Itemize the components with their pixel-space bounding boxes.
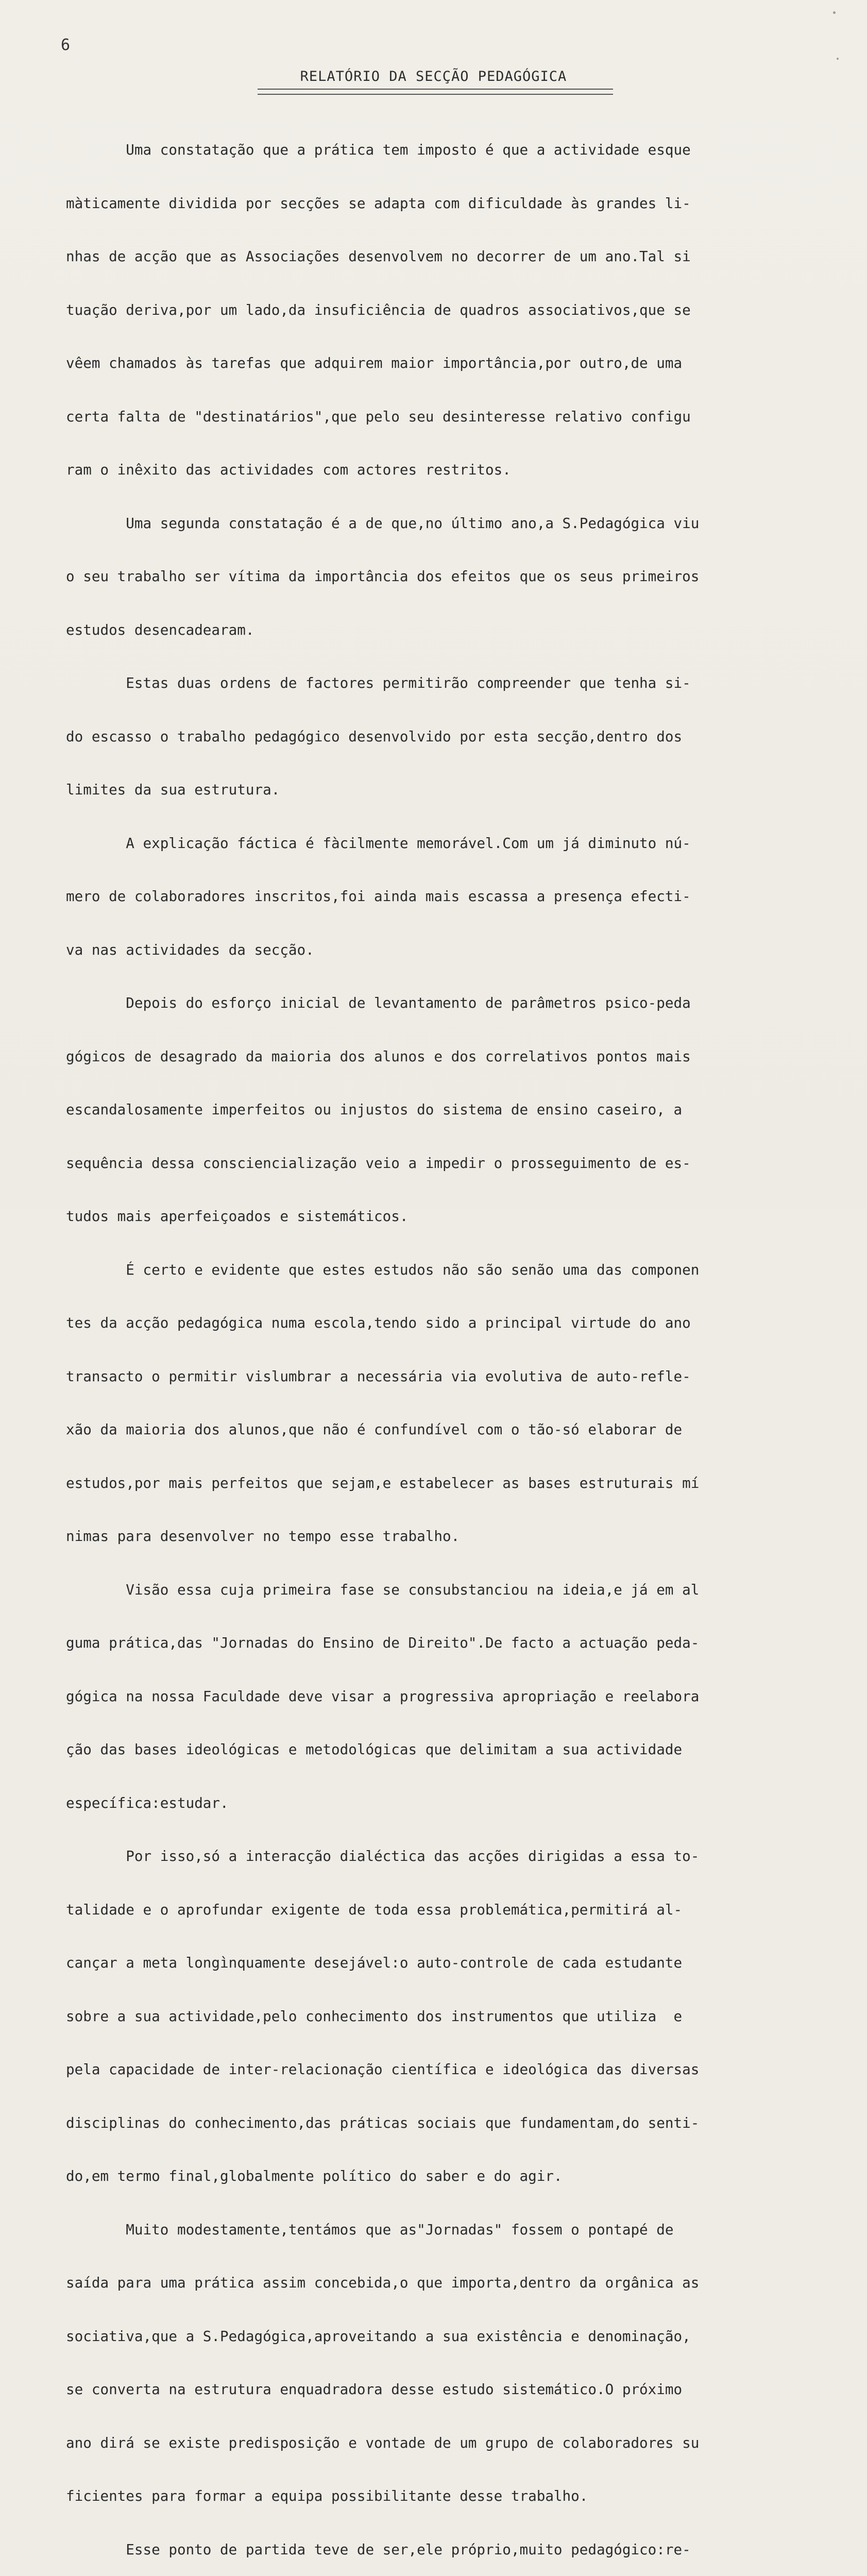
text-line: va nas actividades da secção. [66, 941, 314, 958]
text-line: tes da acção pedagógica numa escola,tendo sido a principal virtude do ano [66, 1314, 691, 1331]
text-line: tuação deriva,por um lado,da insuficiência de quadros associativos,que se [66, 301, 691, 318]
text-line: sobre a sua actividade,pelo conhecimento dos instrumentos que utiliza e [66, 2007, 683, 2025]
text-line: Uma segunda constatação é a de que,no último ano,a S.Pedagógica viu [66, 514, 700, 532]
text-line: do escasso o trabalho pedagógico desenvolvido por esta secção,dentro dos [66, 727, 683, 745]
text-line: estudos,por mais perfeitos que sejam,e estabelecer as bases estruturais mí [66, 1474, 700, 1492]
text-line: Muito modestamente,tentámos que as"Jornadas" fossem o pontapé de [66, 2221, 674, 2238]
text-line: o seu trabalho ser vítima da importância dos efeitos que os seus primeiros [66, 568, 700, 585]
text-line: transacto o permitir vislumbrar a necessária via evolutiva de auto-refle- [66, 1367, 691, 1385]
text-line: vêem chamados às tarefas que adquirem maior importância,por outro,de uma [66, 354, 683, 371]
text-line: nhas de acção que as Associações desenvolvem no decorrer de um ano.Tal si [66, 248, 691, 265]
text-line: É certo e evidente que estes estudos não são senão uma das componen [66, 1261, 700, 1278]
text-line: ano dirá se existe predisposição e vontade de um grupo de colaboradores su [66, 2434, 700, 2451]
text-line: pela capacidade de inter-relacionação científica e ideológica das diversas [66, 2061, 700, 2078]
text-line: escandalosamente imperfeitos ou injustos do sistema de ensino caseiro, a [66, 1101, 683, 1118]
text-line: limites da sua estrutura. [66, 781, 280, 798]
text-line: se converta na estrutura enquadradora desse estudo sistemático.O próximo [66, 2381, 683, 2398]
page-number: 6 [61, 36, 71, 54]
text-line: específica:estudar. [66, 1794, 229, 1811]
text-line: guma prática,das "Jornadas do Ensino de Direito".De facto a actuação peda- [66, 1634, 700, 1651]
text-line: disciplinas do conhecimento,das práticas sociais que fundamentam,do senti- [66, 2114, 700, 2131]
text-line: tudos mais aperfeiçoados e sistemáticos. [66, 1208, 409, 1225]
text-line: saída para uma prática assim concebida,o que importa,dentro da orgânica as [66, 2274, 700, 2291]
text-line: A explicação fáctica é fàcilmente memorável.Com um já diminuto nú- [66, 834, 691, 852]
text-line: Por isso,só a interacção dialéctica das acções dirigidas a essa to- [66, 1848, 700, 1865]
page-title: RELATÓRIO DA SECÇÃO PEDAGÓGICA [300, 69, 567, 84]
text-line: ficientes para formar a equipa possibilitante desse trabalho. [66, 2487, 588, 2504]
title-double-underline [258, 89, 613, 95]
text-line: Uma constatação que a prática tem imposto é que a actividade esque [66, 141, 691, 158]
text-line: Visão essa cuja primeira fase se consubstanciou na ideia,e já em al [66, 1581, 700, 1598]
text-line: ção das bases ideológicas e metodológicas que delimitam a sua actividade [66, 1741, 683, 1758]
text-line: sociativa,que a S.Pedagógica,aproveitando a sua existência e denominação, [66, 2327, 691, 2345]
text-line: nimas para desenvolver no tempo esse trabalho. [66, 1528, 460, 1545]
text-line: talidade e o aprofundar exigente de toda essa problemática,permitirá al- [66, 1901, 683, 1918]
text-line: sequência dessa consciencialização veio a impedir o prosseguimento de es- [66, 1154, 691, 1172]
text-line: gógicos de desagrado da maioria dos alunos e dos correlativos pontos mais [66, 1047, 691, 1065]
text-line: certa falta de "destinatários",que pelo seu desinteresse relativo configu [66, 408, 691, 425]
paper-speck [833, 11, 836, 14]
text-line: Esse ponto de partida teve de ser,ele próprio,muito pedagógico:re- [66, 2540, 691, 2558]
text-line: do,em termo final,globalmente político do saber e do agir. [66, 2167, 563, 2184]
text-line: xão da maioria dos alunos,que não é confundível com o tão-só elaborar de [66, 1421, 683, 1438]
text-line: estudos desencadearam. [66, 621, 254, 638]
text-line: Depois do esforço inicial de levantamento de parâmetros psico-peda [66, 994, 691, 1011]
text-line: mero de colaboradores inscritos,foi ainda mais escassa a presença efecti- [66, 888, 691, 905]
text-line: ram o inêxito das actividades com actores restritos. [66, 461, 511, 478]
paper-speck [837, 58, 839, 60]
text-line: màticamente dividida por secções se adapta com dificuldade às grandes li- [66, 194, 691, 212]
report-body [66, 106, 813, 2576]
text-line: gógica na nossa Faculdade deve visar a progressiva apropriação e reelabora [66, 1687, 700, 1705]
text-line: Estas duas ordens de factores permitirão compreender que tenha si- [66, 674, 691, 691]
text-line: cançar a meta longìnquamente desejável:o auto-controle de cada estudante [66, 1954, 683, 1971]
